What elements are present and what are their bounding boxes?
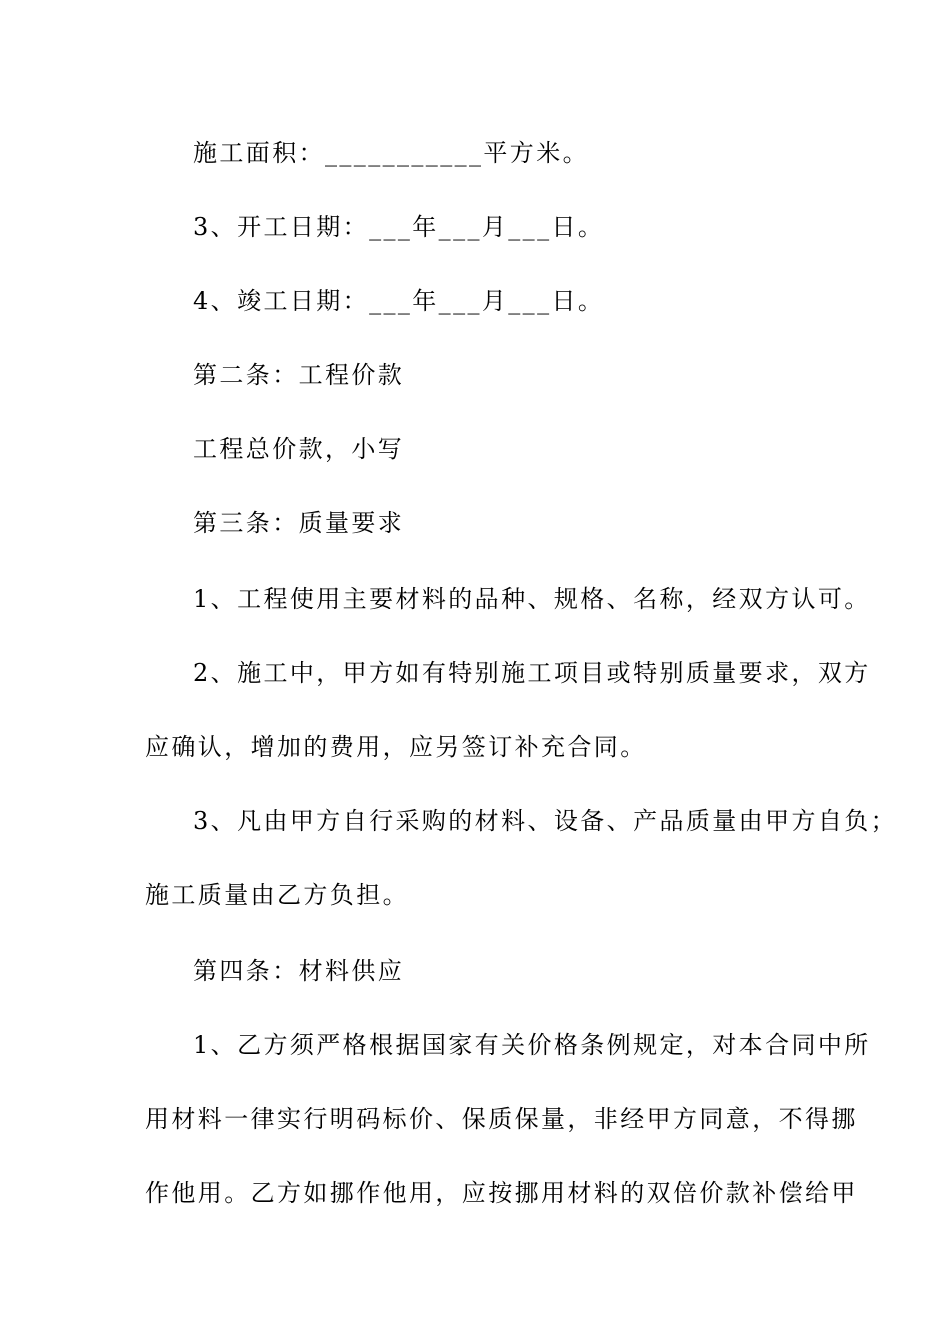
construction-area-line: 施工面积：___________平方米。 (193, 139, 589, 167)
article-4-heading: 第四条：材料供应 (193, 957, 405, 985)
start-date-line: 3、开工日期：___年___月___日。 (193, 213, 605, 241)
quality-clause-3-line-2: 施工质量由乙方负担。 (145, 881, 409, 909)
material-clause-1-line-3: 作他用。乙方如挪作他用，应按挪用材料的双倍价款补偿给甲 (145, 1179, 858, 1207)
total-price-line: 工程总价款，小写 (193, 435, 405, 463)
article-3-heading: 第三条：质量要求 (193, 509, 405, 537)
quality-clause-1: 1、工程使用主要材料的品种、规格、名称，经双方认可。 (193, 585, 871, 613)
quality-clause-2-line-1: 2、施工中，甲方如有特别施工项目或特别质量要求，双方 (193, 659, 871, 687)
quality-clause-3-line-1: 3、凡由甲方自行采购的材料、设备、产品质量由甲方自负； (193, 807, 898, 835)
completion-date-line: 4、竣工日期：___年___月___日。 (193, 287, 605, 315)
material-clause-1-line-2: 用材料一律实行明码标价、保质保量，非经甲方同意，不得挪 (145, 1105, 858, 1133)
material-clause-1-line-1: 1、乙方须严格根据国家有关价格条例规定，对本合同中所 (193, 1031, 871, 1059)
article-2-heading: 第二条：工程价款 (193, 361, 405, 389)
quality-clause-2-line-2: 应确认，增加的费用，应另签订补充合同。 (145, 733, 647, 761)
